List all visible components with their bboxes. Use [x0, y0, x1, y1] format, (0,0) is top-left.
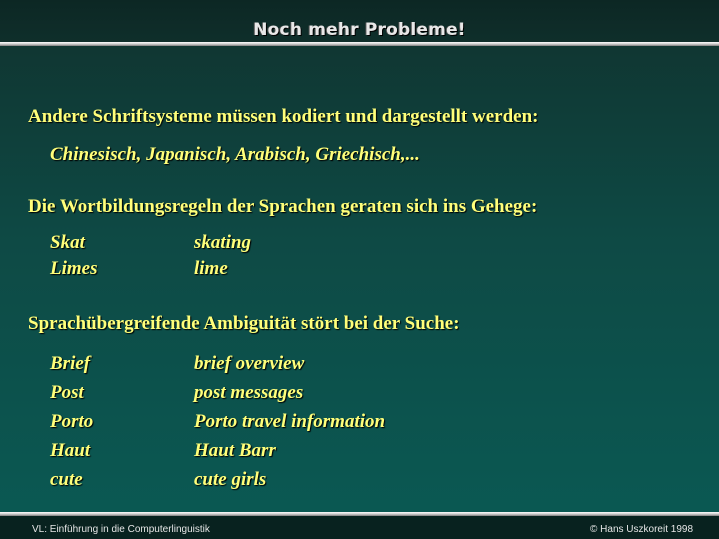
scripts-list: Chinesisch, Japanisch, Arabisch, Griechisch,...: [50, 144, 420, 165]
term-example: skating: [194, 232, 252, 253]
term-word: Post: [50, 382, 84, 403]
term-word: Porto: [50, 411, 94, 432]
term-word: Haut: [50, 440, 91, 461]
slide-title: Noch mehr Probleme!: [253, 20, 466, 40]
term-word: Brief: [50, 353, 91, 374]
term-example: Haut Barr: [194, 440, 276, 461]
term-word: Limes: [50, 258, 98, 279]
section-heading-scripts: Andere Schriftsysteme müssen kodiert und dargestellt werden:: [28, 106, 539, 127]
section-heading-word-formation: Die Wortbildungsregeln der Sprachen geraten sich ins Gehege:: [28, 196, 538, 217]
term-word: Skat: [50, 232, 85, 253]
section-heading-ambiguity: Sprachübergreifende Ambiguität stört bei der Suche:: [28, 313, 460, 334]
term-example: Porto travel information: [194, 411, 386, 432]
term-example: brief overview: [194, 353, 305, 374]
footer-course: VL: Einführung in die Computerlinguistik: [32, 524, 210, 535]
term-example: cute girls: [194, 469, 267, 490]
footer-copyright: © Hans Uszkoreit 1998: [590, 524, 693, 535]
term-word: cute: [50, 469, 83, 490]
term-example: lime: [194, 258, 228, 279]
top-divider: [0, 42, 719, 46]
term-example: post messages: [194, 382, 304, 403]
